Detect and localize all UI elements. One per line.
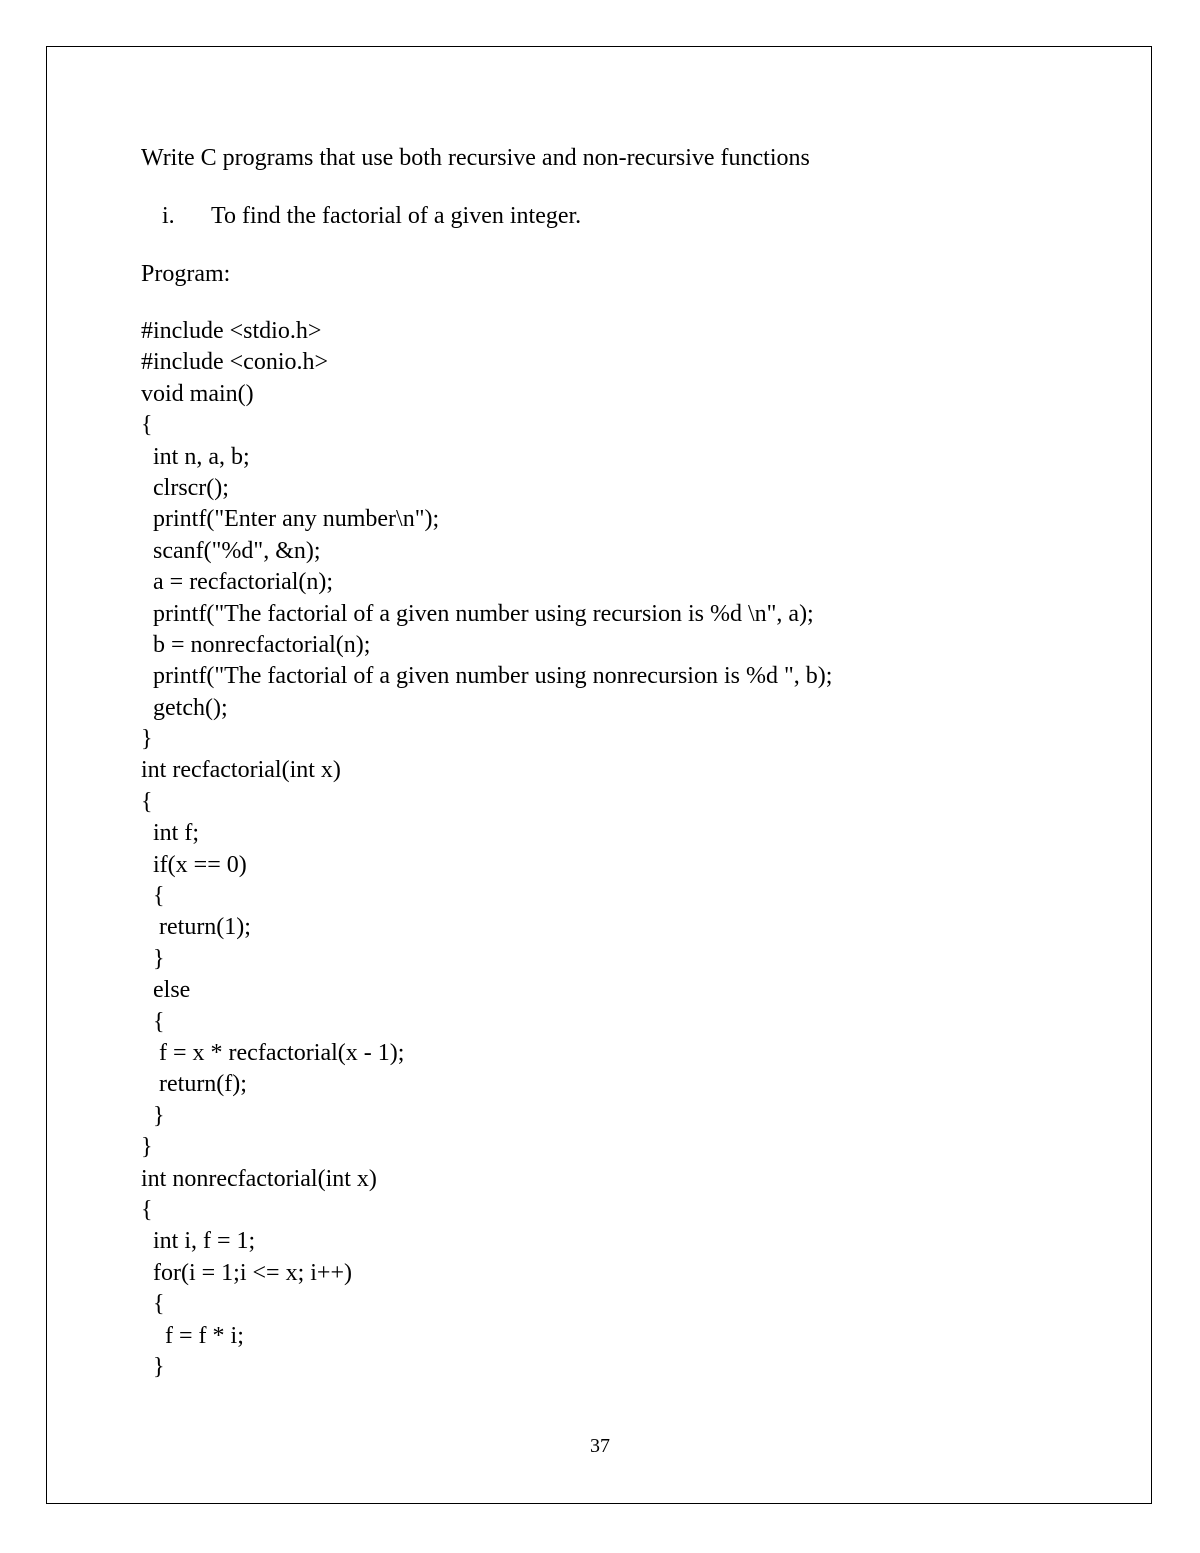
page-heading: Write C programs that use both recursive and non-recursive functions bbox=[141, 145, 810, 171]
program-label: Program: bbox=[141, 261, 231, 287]
code-line: } bbox=[141, 726, 153, 753]
code-line: return(f); bbox=[141, 1071, 247, 1098]
code-line: { bbox=[141, 788, 153, 815]
code-line: printf("Enter any number\n"); bbox=[141, 506, 440, 533]
list-item bbox=[141, 198, 1101, 234]
code-line: { bbox=[141, 883, 165, 910]
code-line: getch(); bbox=[141, 694, 228, 721]
code-line: } bbox=[141, 1102, 165, 1129]
code-line: for(i = 1;i <= x; i++) bbox=[141, 1259, 352, 1286]
code-line: b = nonrecfactorial(n); bbox=[141, 631, 371, 658]
code-line: a = recfactorial(n); bbox=[141, 569, 334, 596]
page-number: 37 bbox=[590, 1435, 610, 1457]
code-line: if(x == 0) bbox=[141, 851, 247, 878]
page-content bbox=[141, 140, 1101, 1383]
code-line: #include <stdio.h> bbox=[141, 318, 322, 344]
list-item-text: To find the factorial of a given integer. bbox=[211, 203, 582, 229]
code-line: else bbox=[141, 977, 191, 1004]
code-line: int i, f = 1; bbox=[141, 1228, 256, 1255]
list-marker: i. bbox=[162, 203, 175, 229]
code-line: f = x * recfactorial(x - 1); bbox=[141, 1039, 405, 1066]
code-line: return(1); bbox=[141, 914, 251, 941]
code-line: { bbox=[141, 1196, 153, 1223]
code-line: { bbox=[141, 1008, 165, 1035]
code-line: printf("The factorial of a given number using recursion is %d \n", a); bbox=[141, 600, 814, 627]
code-line: } bbox=[141, 1134, 153, 1161]
code-line: int f; bbox=[141, 820, 199, 847]
code-line: clrscr(); bbox=[141, 474, 229, 501]
code-line: } bbox=[141, 945, 165, 972]
code-line: scanf("%d", &n); bbox=[141, 537, 321, 564]
code-line: } bbox=[141, 1353, 165, 1380]
code-line: f = f * i; bbox=[141, 1322, 244, 1349]
code-line: int nonrecfactorial(int x) bbox=[141, 1165, 377, 1192]
code-line: printf("The factorial of a given number using nonrecursion is %d ", b); bbox=[141, 663, 833, 690]
code-line: int recfactorial(int x) bbox=[141, 757, 341, 784]
code-line: #include <conio.h> bbox=[141, 349, 329, 376]
code-block bbox=[141, 316, 1101, 1383]
code-line: { bbox=[141, 1291, 165, 1318]
code-line: { bbox=[141, 412, 153, 439]
code-line: int n, a, b; bbox=[141, 443, 250, 470]
code-line: void main() bbox=[141, 380, 254, 407]
